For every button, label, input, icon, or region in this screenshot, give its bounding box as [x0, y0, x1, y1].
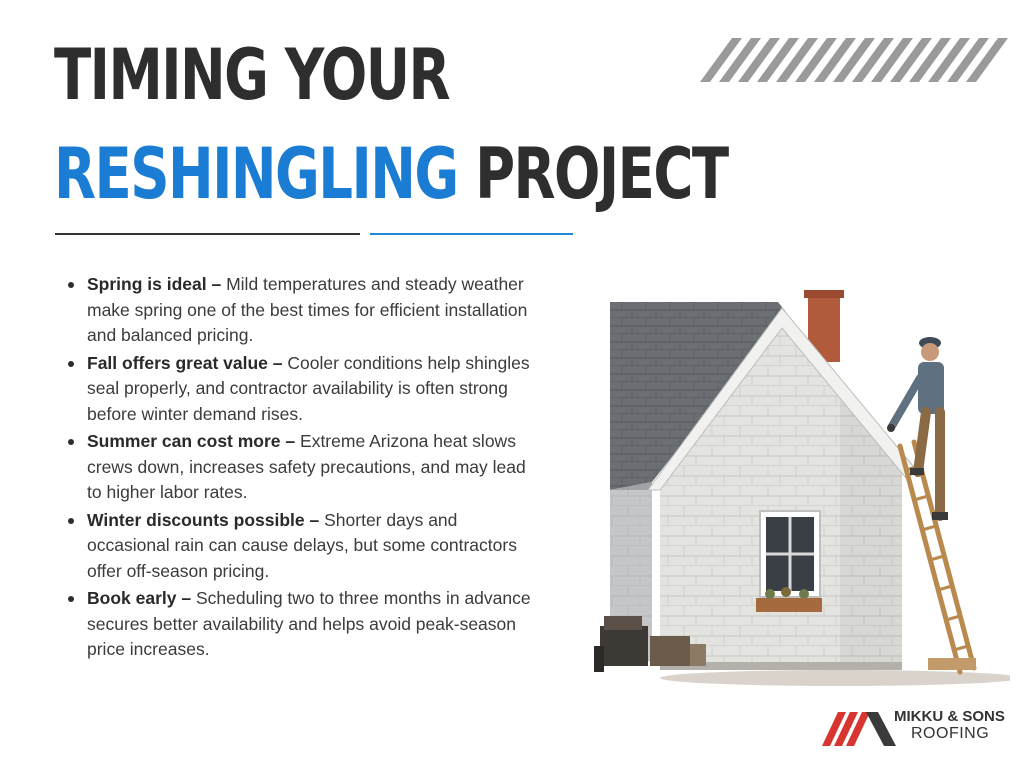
title-line-2 — [54, 133, 728, 215]
title-underline-dark — [55, 233, 360, 235]
title-underline-blue — [370, 233, 573, 235]
bullet-dot-icon — [68, 518, 74, 524]
bullet-text: Cooler conditions help shingles seal properly, and contractor availability is often strong before winter demand rises. — [87, 352, 530, 424]
list-item — [66, 351, 536, 428]
bullet-text: Mild temperatures and steady weather make spring one of the best times for efficient installation and balanced pricing. — [87, 274, 528, 345]
title-rest-word: PROJECT — [475, 133, 728, 215]
roof-chevrons-icon — [822, 708, 896, 746]
bullet-heading: Winter discounts possible – — [87, 509, 320, 530]
bullet-text: Extreme Arizona heat slows crews down, increases safety precautions, and may lead to higher labor rates. — [87, 431, 526, 502]
diagonal-stripes-icon — [700, 38, 1010, 82]
title-line-1: TIMING YOUR — [54, 34, 449, 116]
house-with-roofer-illustration — [590, 286, 1010, 696]
bullet-text: Scheduling two to three months in advance secures better availability and helps avoid peak-season price increases. — [87, 588, 531, 659]
bullet-heading: Fall offers great value – — [87, 352, 283, 373]
list-item — [66, 508, 536, 585]
bullet-heading: Summer can cost more – — [87, 431, 296, 451]
bullet-dot-icon — [68, 282, 74, 288]
list-item — [66, 272, 536, 349]
list-item — [66, 429, 536, 506]
company-logo — [822, 705, 1012, 747]
logo-subtitle: ROOFING — [911, 725, 990, 742]
tips-list — [66, 272, 536, 665]
bullet-dot-icon — [68, 361, 74, 367]
logo-name: MIKKU & SONS — [894, 708, 1005, 725]
bullet-dot-icon — [68, 596, 74, 602]
bullet-dot-icon — [68, 439, 74, 445]
bullet-heading: Book early – — [87, 588, 192, 608]
bullet-text: Shorter days and occasional rain can cause delays, but some contractors offer off-season pricing. — [87, 509, 517, 581]
bullet-heading: Spring is ideal – — [87, 274, 222, 294]
title-accent-word: RESHINGLING — [54, 133, 458, 215]
list-item — [66, 586, 536, 663]
